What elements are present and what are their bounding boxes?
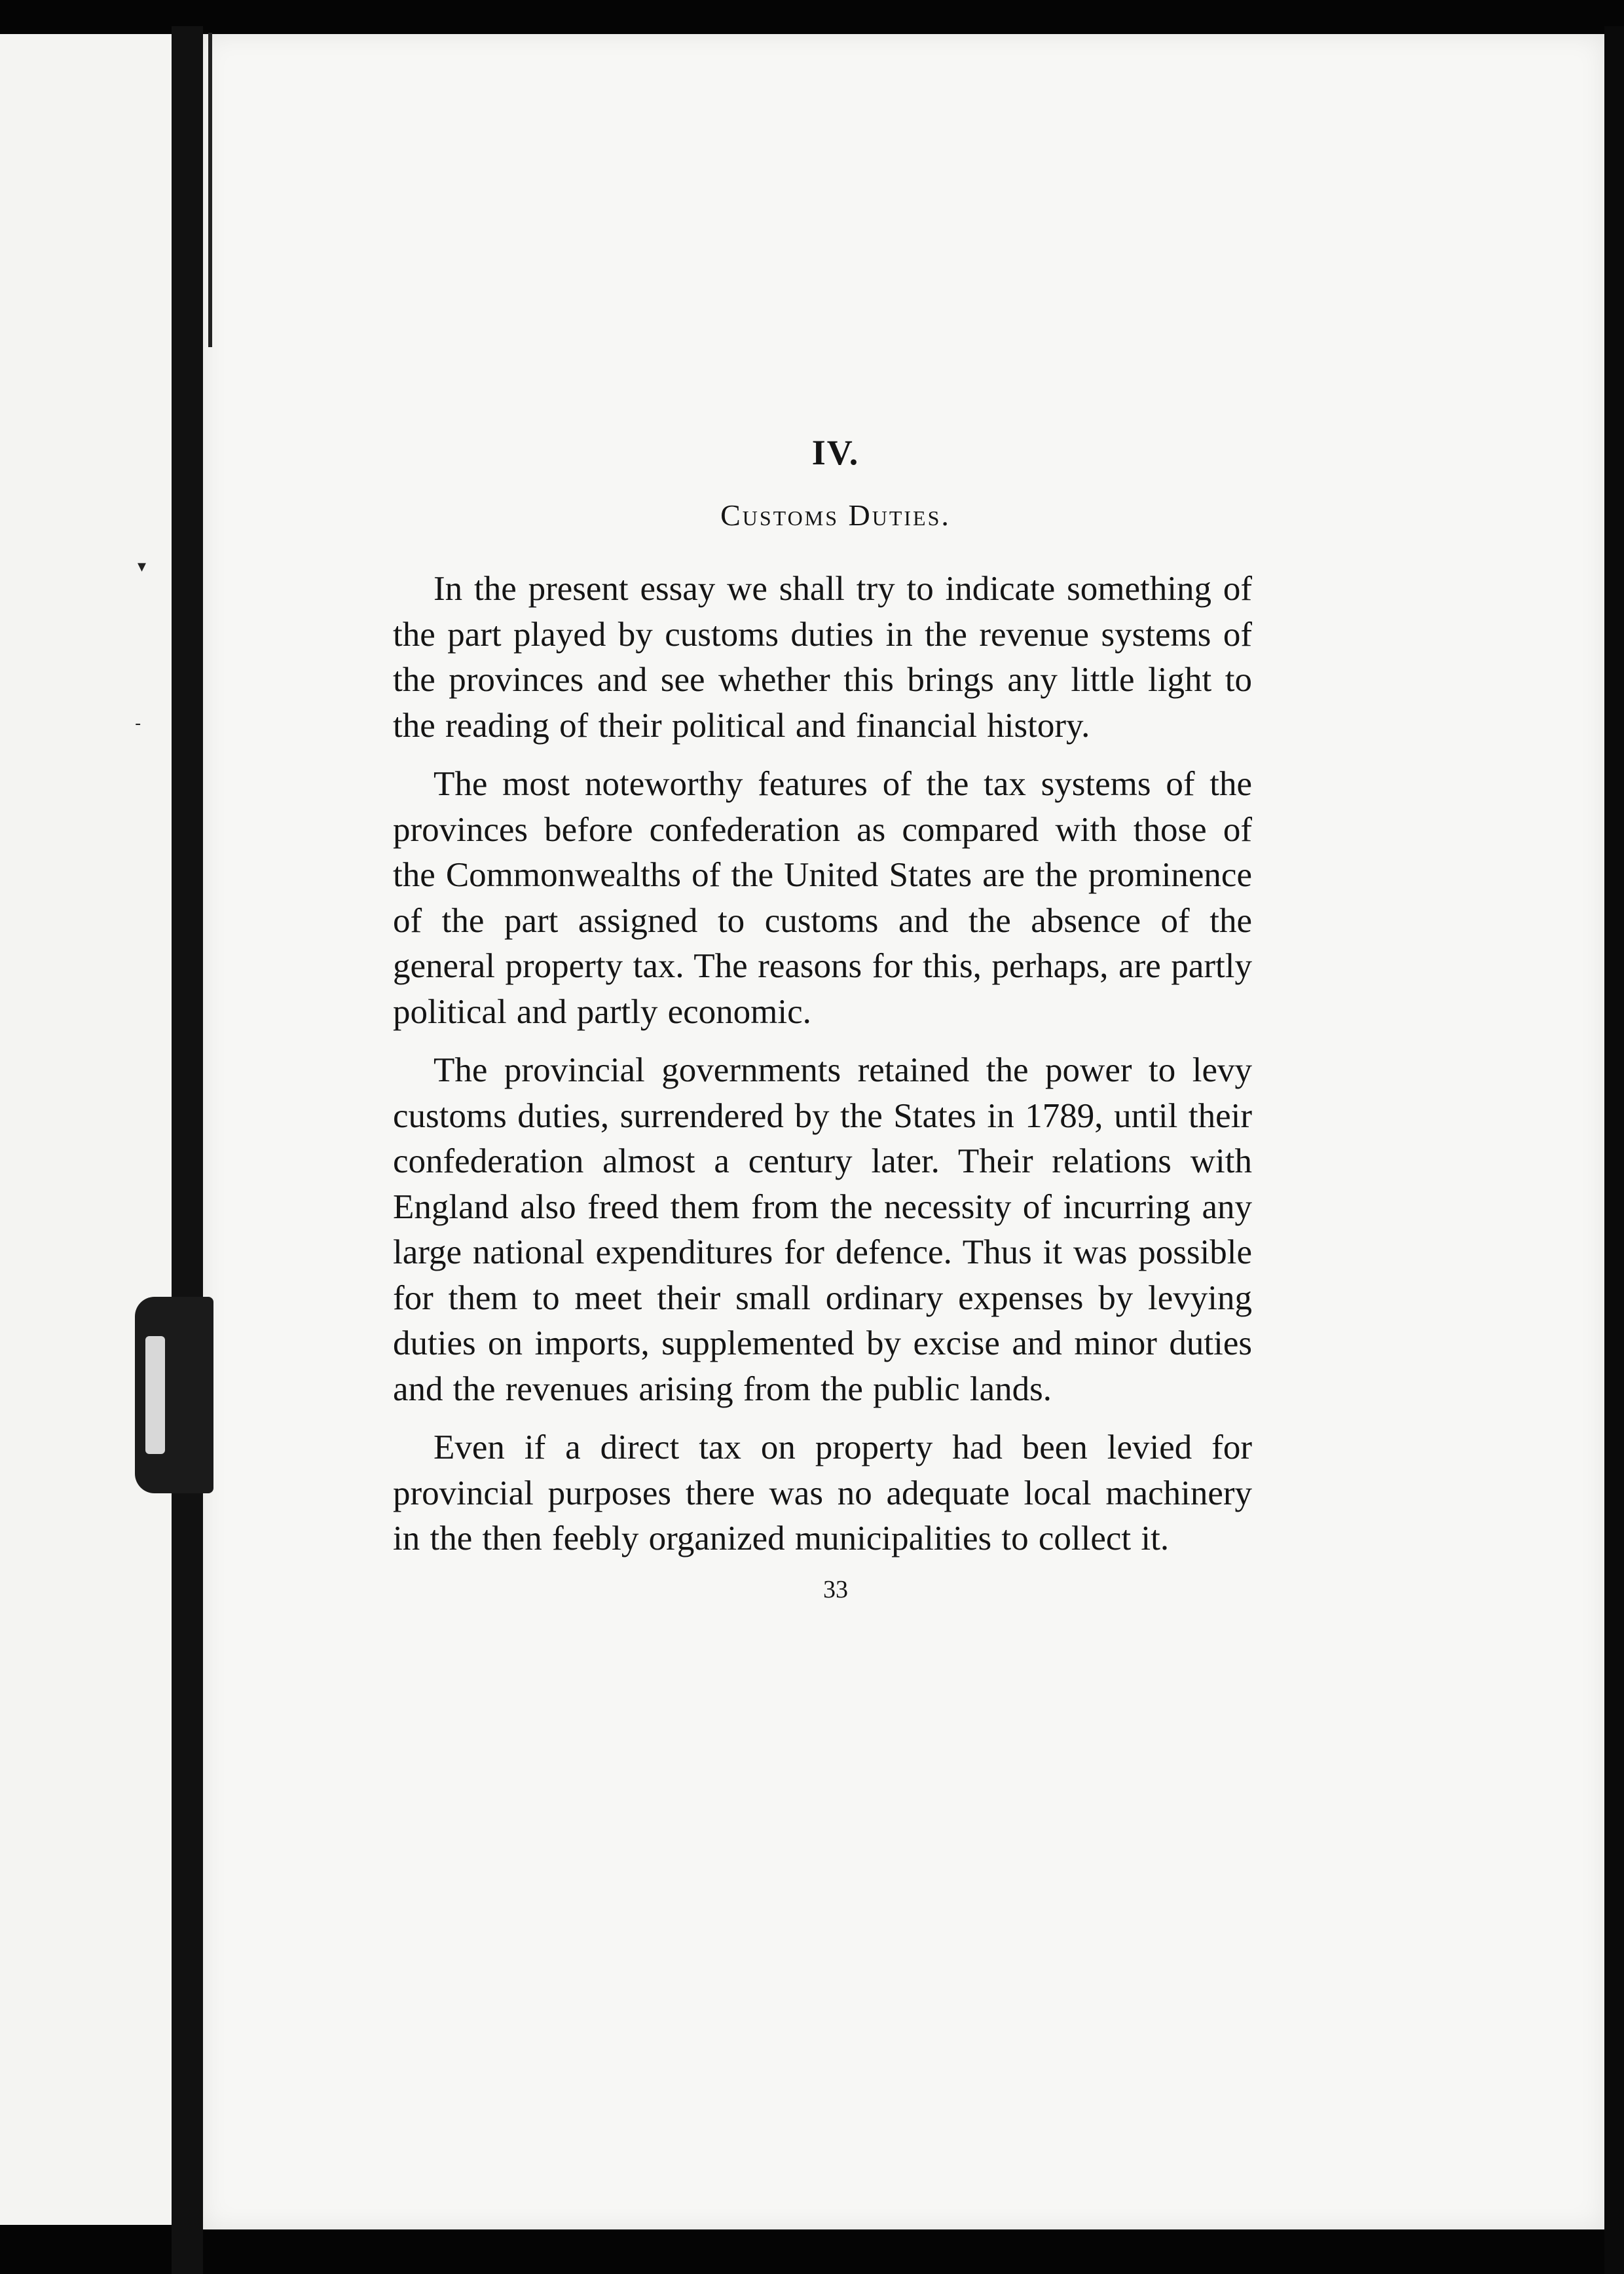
chapter-title: Customs Duties. xyxy=(720,498,951,532)
margin-mark: ▾ xyxy=(138,557,147,576)
paragraph: In the present essay we shall try to indicate something of the part played by customs duties in the revenue systems of the provinces and see whether this brings any little light to the reading of their political and financial history. xyxy=(393,570,1252,745)
scan-border xyxy=(1604,26,1624,2274)
margin-mark: - xyxy=(135,714,141,734)
page-number: 33 xyxy=(823,1575,848,1603)
paragraph: The provincial governments retained the power to levy customs duties, surrendered by the States in 1789, until their confederation almost a century later. Their relations with England also freed them from the necessity of incurring any large national expenditures for defence. Thus it was possible for them to meet their small ordinary expenses by levying duties on imports, supplemented by excise and minor duties and the revenues arising from the public lands. xyxy=(393,1051,1252,1408)
paragraph: Even if a direct tax on property had been levied for provincial purposes there was no adequate local machinery in the then feebly organized municipalities to collect it. xyxy=(393,1428,1252,1557)
book-binding xyxy=(172,26,203,2274)
chapter-number: IV. xyxy=(811,433,860,472)
previous-page-edge xyxy=(0,34,172,2225)
binding-edge xyxy=(208,33,212,347)
page-text xyxy=(393,432,1252,1604)
binding-clip-highlight xyxy=(145,1336,165,1454)
paragraph: The most noteworthy features of the tax systems of the provinces before confederation as compared with those of the Commonwealths of the United States are the prominence of the part assigned to customs and the absence of the general property tax. The reasons for this, perhaps, are partly political and partly economic. xyxy=(393,765,1252,1031)
